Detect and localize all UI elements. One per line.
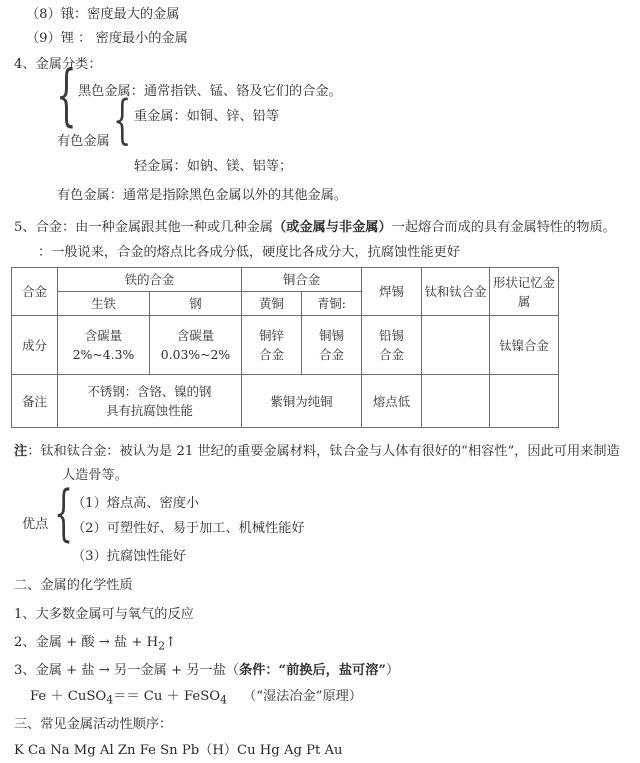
chemical-equation-fe-cuso4 — [30, 690, 362, 706]
chem-3-text-b: ） — [386, 663, 400, 678]
chem-3-text-a: 3、金属 + 盐 → 另一金属 + 另一盐（ — [14, 663, 239, 678]
section-5-note: ：一般说来，合金的熔点比各成分低，硬度比各成分大，抗腐蚀性能更好 — [38, 245, 460, 260]
table-cell-row-label-remarks: 备注 — [12, 375, 58, 428]
table-row-composition — [12, 316, 559, 375]
table-cell-composition-solder — [362, 316, 422, 375]
chem-property-2 — [14, 636, 176, 652]
table-cell-col-bronze: 青铜: — [302, 292, 362, 316]
table-row-group-header — [12, 268, 559, 292]
equation-subscript-1: 4 — [106, 693, 114, 707]
table-cell-composition-titanium — [422, 316, 490, 375]
section-5-line — [14, 221, 616, 234]
chem-property-1: 1、大多数金属可与氧气的反应 — [14, 607, 194, 622]
composition-steel-line2: 0.03%~2% — [160, 347, 231, 363]
merits-brace-icon: { — [54, 476, 74, 549]
nonferrous-metal-label: 有色金属 — [57, 134, 110, 149]
chem-2-arrow-up: ↑ — [165, 635, 177, 650]
table-cell-remarks-copper: 紫铜为纯铜 — [242, 375, 362, 428]
table-cell-remarks-titanium — [422, 375, 490, 428]
section-5-text-b: 一起熔合而成的具有金属特性的物质。 — [391, 220, 616, 235]
equation-annotation: （“湿法冶金”原理） — [243, 689, 363, 704]
chem-2-text: 2、金属 + 酸 → 盐 + H — [14, 635, 159, 650]
table-cell-col-brass: 黄铜 — [242, 292, 302, 316]
section-4-heading: 4、金属分类： — [14, 57, 102, 72]
section-3-heading: 三、常见金属活动性顺序： — [14, 717, 173, 732]
table-cell-col-pig-iron: 生铁 — [58, 292, 150, 316]
table-cell-composition-brass — [242, 316, 302, 375]
remarks-iron-line2: 具有抗腐蚀性能 — [106, 403, 193, 419]
table-row-remarks — [12, 375, 559, 428]
composition-pig-iron-line1: 含碳量 — [84, 328, 123, 344]
equation-part-2: ＝＝ Cu ＋ FeSO — [113, 689, 221, 704]
chem-2-subscript: 2 — [158, 639, 166, 653]
composition-brass-line1: 铜锌 — [259, 328, 284, 344]
table-cell-remarks-iron — [58, 375, 242, 428]
table-cell-group-iron-alloys: 铁的合金 — [58, 268, 242, 292]
list-item-9: （9）锂 ： 密度最小的金属 — [26, 31, 188, 46]
table-cell-remarks-solder: 熔点低 — [362, 375, 422, 428]
table-cell-composition-steel — [150, 316, 242, 375]
equation-subscript-2: 4 — [220, 693, 228, 707]
merits-label: 优点 — [22, 517, 49, 532]
section-5-text-a: 5、合金：由一种金属跟其他一种或几种金属 — [14, 220, 273, 235]
composition-steel-line1: 含碳量 — [176, 328, 215, 344]
remarks-iron-line1: 不锈钢：含铬、镍的钢 — [87, 384, 212, 400]
merit-item-1: （1）熔点高、密度小 — [72, 496, 200, 511]
footnote-body: ：钛和钛合金：被认为是 21 世纪的重要金属材料，钛合金与人体有很好的“相容性”，因此可用来制造 — [27, 444, 620, 459]
inner-brace-icon: { — [113, 89, 132, 151]
table-cell-col-shape-memory: 形状记忆金属 — [490, 268, 559, 316]
merit-item-2: （2）可塑性好、易于加工、机械性能好 — [72, 521, 305, 536]
section-2-heading: 二、金属的化学性质 — [14, 578, 133, 593]
heavy-metal-text: 重金属：如铜、锌、铅等 — [134, 109, 280, 124]
table-cell-composition-bronze — [302, 316, 362, 375]
merit-item-3: （3）抗腐蚀性能好 — [72, 549, 186, 564]
chem-3-condition-bold: 条件：“前换后，盐可溶” — [238, 663, 386, 678]
light-metal-text: 轻金属：如钠、镁、铝等； — [134, 159, 293, 174]
table-cell-col-solder: 焊锡 — [362, 268, 422, 316]
table-cell-composition-shape-memory: 钛镍合金 — [490, 316, 559, 375]
table-cell-col-titanium: 钛和钛合金 — [422, 268, 490, 316]
footnote-line-2: 人造骨等。 — [62, 468, 128, 483]
footnote-label: 注 — [14, 444, 28, 459]
table-cell-composition-pig-iron — [58, 316, 150, 375]
equation-part-1: Fe ＋ CuSO — [30, 689, 107, 704]
section-5-bold-text: （或金属与非金属） — [272, 220, 392, 235]
metal-activity-series: K Ca Na Mg Al Zn Fe Sn Pb（H）Cu Hg Ag Pt Au — [14, 743, 343, 758]
composition-bronze-line1: 铜锡 — [319, 328, 344, 344]
composition-solder-line2: 合金 — [379, 347, 404, 363]
black-metal-text: 黑色金属：通常指铁、锰、铬及它们的合金。 — [78, 84, 342, 99]
table-cell-row-label-alloy: 合金 — [12, 268, 58, 316]
table-cell-group-copper-alloys: 铜合金 — [242, 268, 362, 292]
table-cell-col-steel: 钢 — [150, 292, 242, 316]
composition-pig-iron-line2: 2%~4.3% — [72, 347, 135, 363]
composition-bronze-line2: 合金 — [319, 347, 344, 363]
nonferrous-metal-definition: 有色金属：通常是指除黑色金属以外的其他金属。 — [57, 188, 348, 203]
list-item-8: （8）锇：密度最大的金属 — [26, 7, 180, 22]
table-cell-row-label-composition: 成分 — [12, 316, 58, 375]
table-cell-remarks-shape-memory — [490, 375, 559, 428]
alloy-comparison-table — [11, 267, 559, 428]
composition-solder-line1: 铅锡 — [379, 328, 404, 344]
outer-brace-icon: { — [56, 58, 77, 136]
chem-property-3 — [14, 664, 399, 677]
footnote-line — [14, 445, 620, 458]
composition-brass-line2: 合金 — [259, 347, 284, 363]
